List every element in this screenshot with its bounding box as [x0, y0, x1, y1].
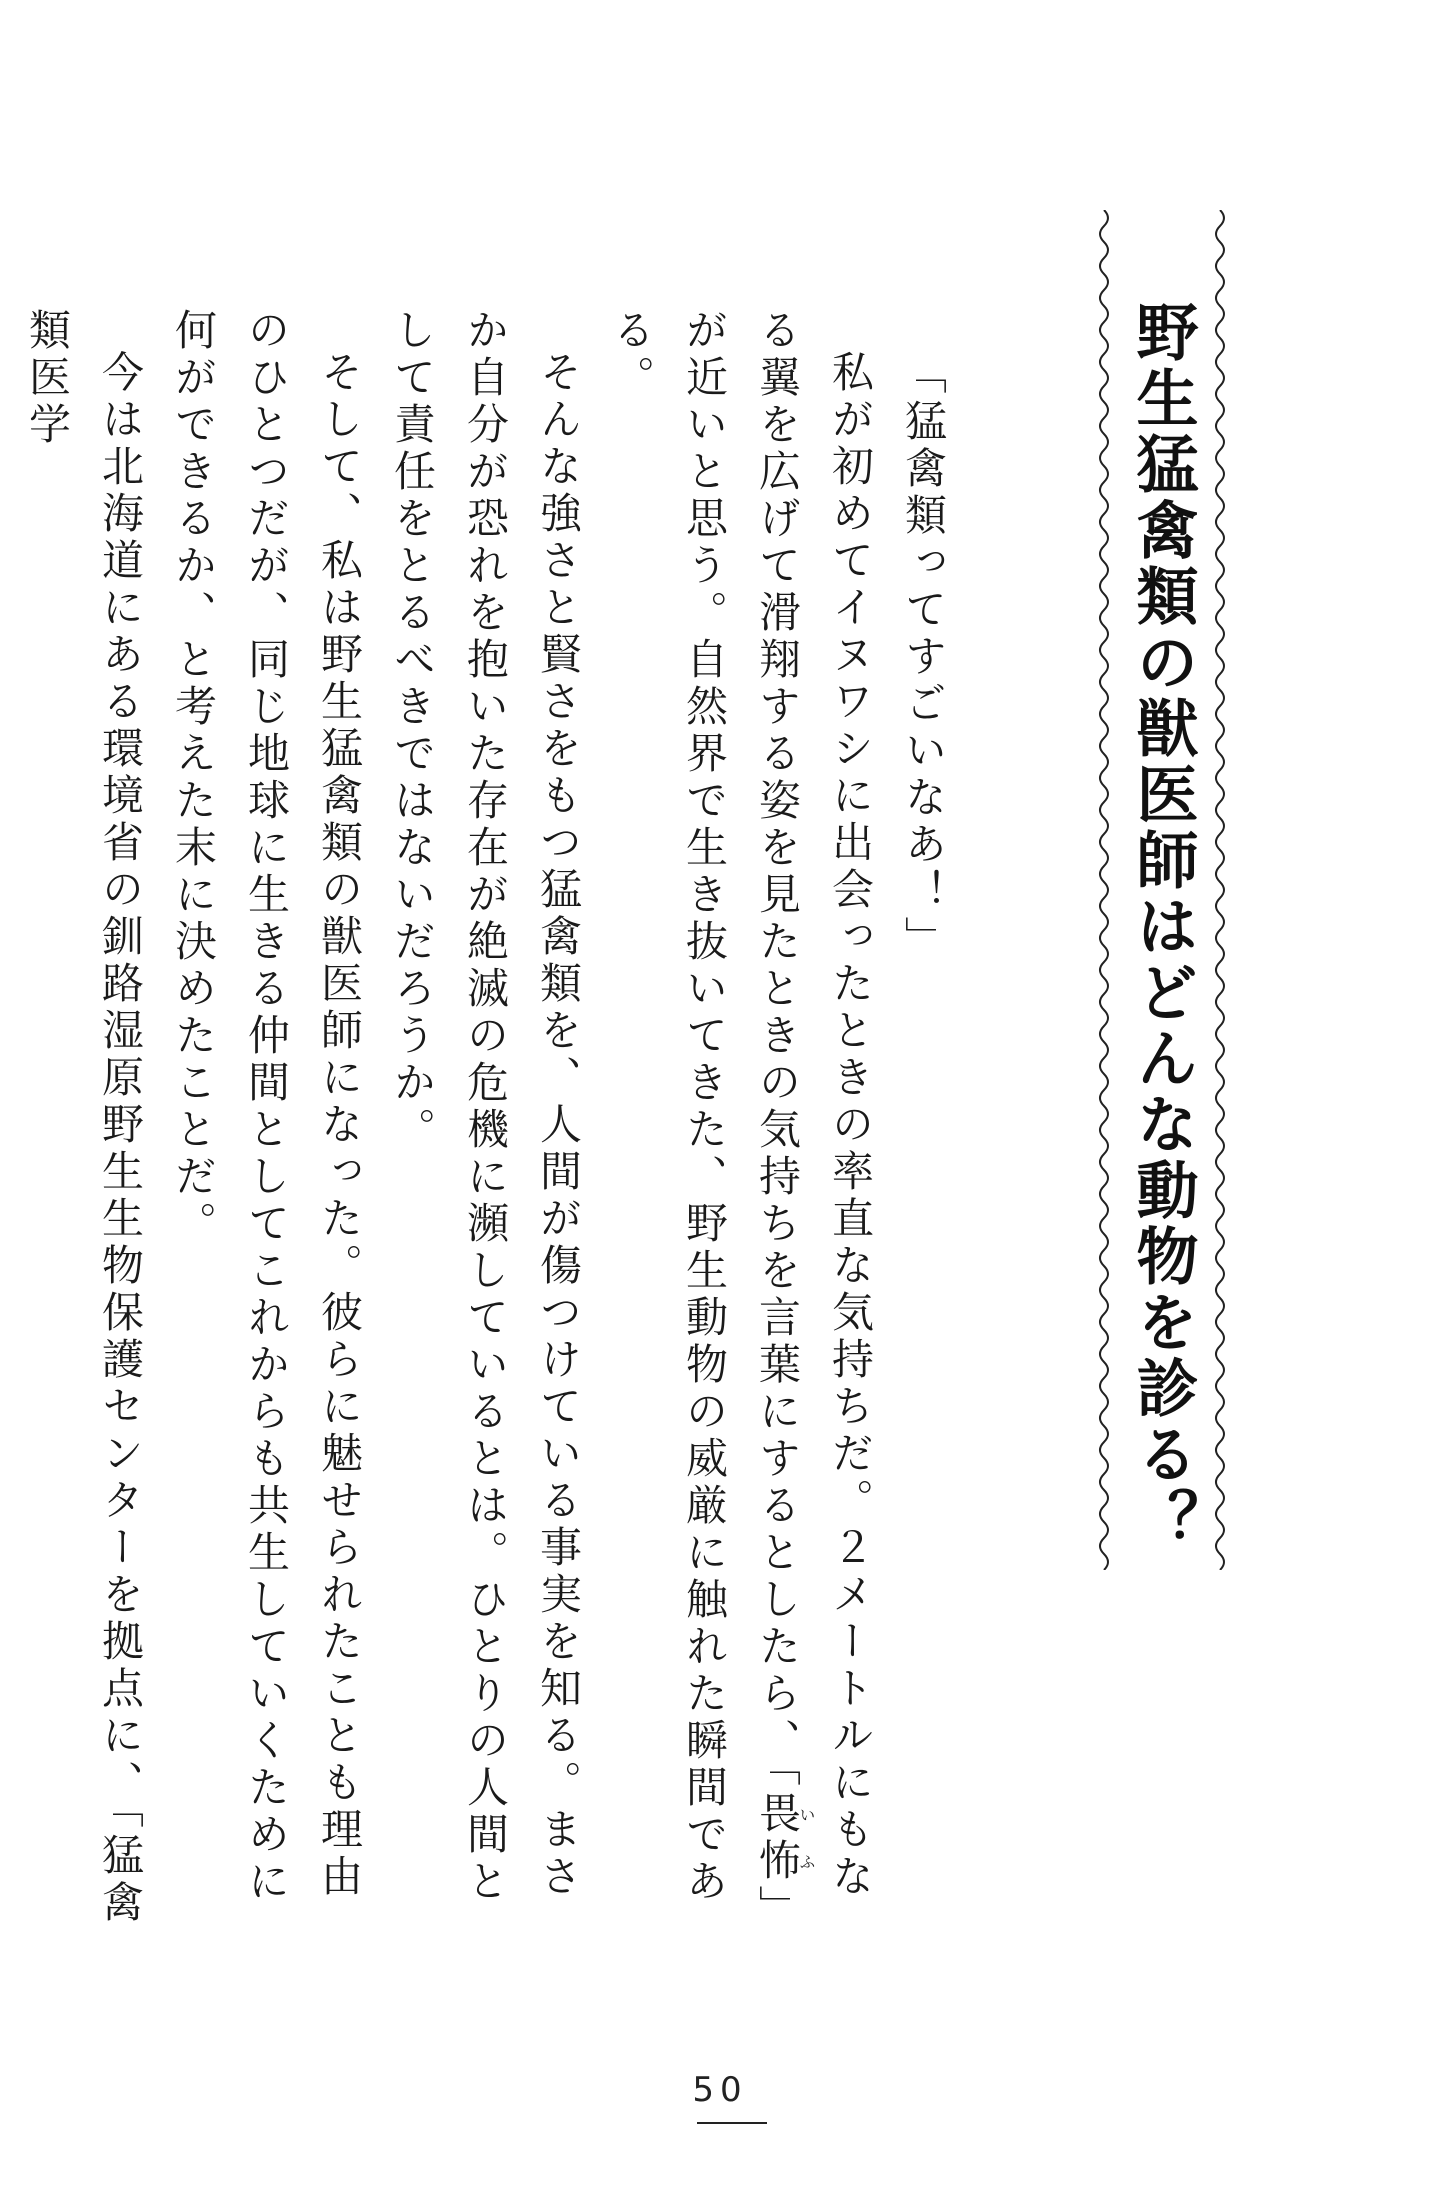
- paragraph-4: 今は北海道にある環境省の釧路湿原野生生物保護センターを拠点に、「猛禽類医学: [23, 308, 145, 1927]
- wavy-border-right: [1208, 210, 1232, 1570]
- body-text: [23, 308, 960, 1928]
- ruby-reading: いふ: [797, 1791, 816, 1885]
- paragraph-2: そんな強さと賢さをもつ猛禽類を、人間が傷つけている事実を知る。まさか自分が恐れを抱いた存在が絶滅の危機に瀕しているとは。ひとりの人間として責任をとるべきではないだろうか。: [388, 308, 583, 1906]
- heading-block: [1092, 210, 1232, 1570]
- paragraph-3: そして、私は野生猛禽類の獣医師になった。彼らに魅せられたことも理由のひとつだが、同じ地球に生きる仲間としてこれからも共生していくために何ができるか、と考えた末に決めたことだ。: [169, 308, 364, 1906]
- quote-line: 「猛禽類ってすごいなあ！」: [899, 352, 948, 963]
- paragraph-1-before: 私が初めてイヌワシに出会ったときの率直な気持ちだ。２メートルにもなる翼を広げて滑翔する姿を見たときの気持ちを言葉にするとしたら、「: [753, 308, 875, 1901]
- paragraph-1-after: 」が近いと思う。自然界で生き抜いてきた、野生動物の威厳に触れた瞬間である。: [607, 308, 802, 1911]
- paragraph-1: [595, 308, 887, 1928]
- page-number-rule: [697, 2122, 767, 2124]
- ruby-ifu: [753, 1791, 816, 1885]
- page-number: 50: [692, 2070, 748, 2110]
- ruby-base: 畏怖: [753, 1791, 802, 1885]
- chapter-heading: 野生猛禽類の獣医師はどんな動物を診る？: [1126, 300, 1199, 1554]
- wavy-border-left: [1092, 210, 1116, 1570]
